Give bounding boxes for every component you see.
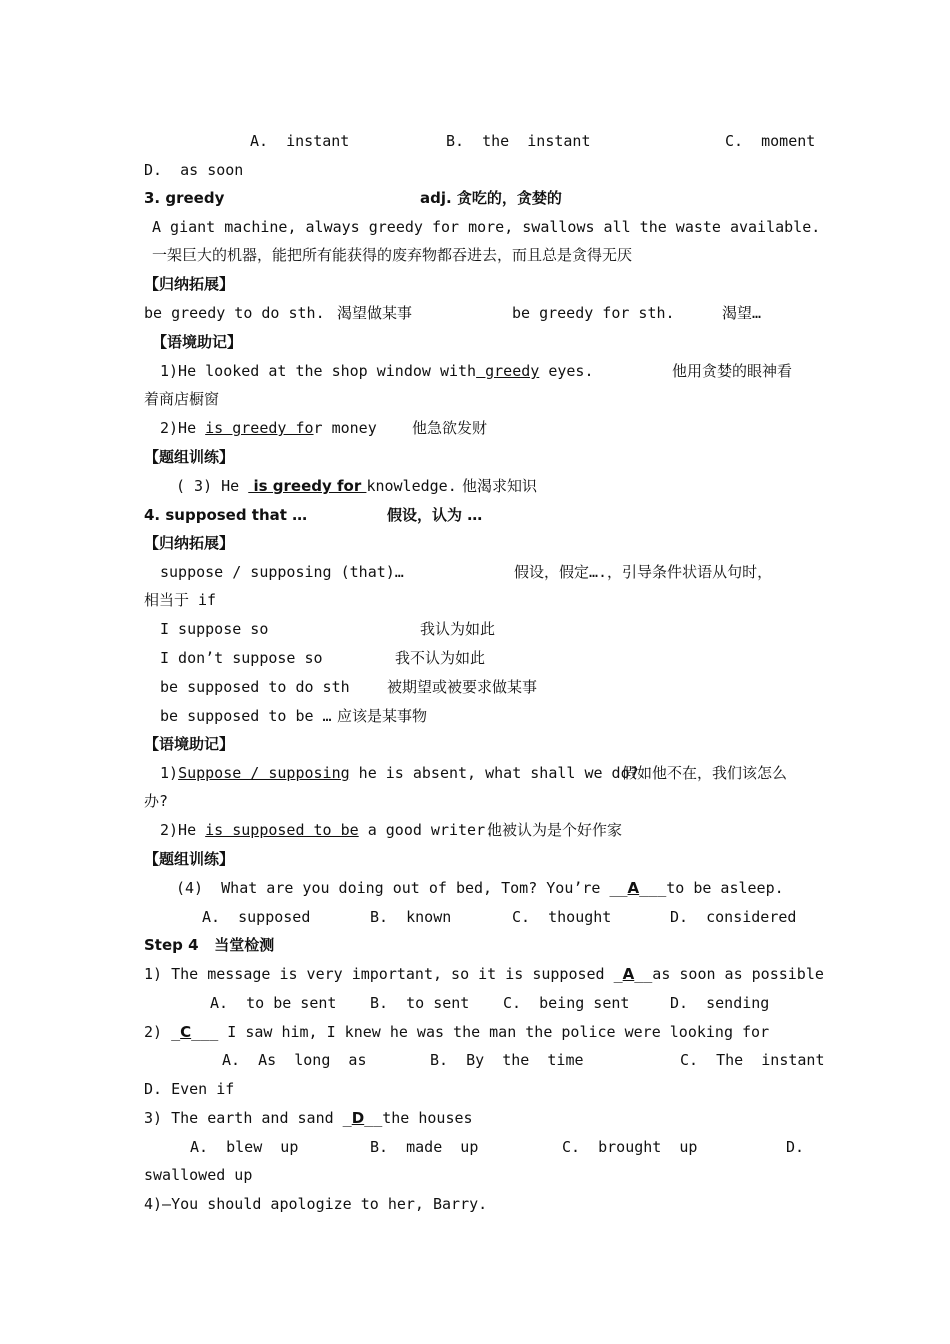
answer-letter: A — [622, 965, 635, 983]
phrase-en: I don’t suppose so — [160, 649, 323, 667]
text: __the houses — [364, 1109, 473, 1127]
heading-drill — [0, 445, 950, 469]
extension-1-cont — [0, 588, 950, 612]
test-question-4 — [0, 1192, 950, 1216]
phrase-cn: 渴望… — [722, 304, 762, 322]
phrase-en: I suppose so — [160, 620, 269, 638]
word-supposed: 4. supposed that … — [144, 506, 308, 524]
sentence-en — [160, 761, 639, 785]
text: r money — [313, 419, 377, 437]
phrase-en: be greedy to do sth. — [144, 304, 325, 322]
sentence-cn: 他渴求知识 — [462, 477, 538, 495]
question-text — [144, 1106, 473, 1130]
test-question-2-options — [0, 1048, 950, 1072]
heading-context-4 — [0, 732, 950, 756]
context-sentence-1-cont — [0, 387, 950, 411]
extension-2 — [0, 617, 950, 641]
phrase-cn: 被期望或被要求做某事 — [387, 678, 538, 696]
answer-fill: is greedy for — [248, 477, 367, 495]
text: ( 3) He — [176, 477, 249, 495]
test-question-1-options — [0, 991, 950, 1015]
context-4-sentence-2 — [0, 818, 950, 842]
text: (4) What are you doing out of bed, Tom? You’re __ — [176, 879, 628, 897]
phrase-cn: 我不认为如此 — [395, 649, 486, 667]
answer-letter: A — [627, 879, 640, 897]
option-c: C. moment — [725, 132, 816, 150]
sentence-cn: 他急欲发财 — [412, 419, 488, 437]
option-a: A. to be sent — [210, 994, 337, 1012]
drill-3 — [0, 474, 950, 498]
phrase-en: be greedy for sth. — [512, 304, 675, 322]
option-c: C. brought up — [562, 1138, 698, 1156]
test-question-1 — [0, 962, 950, 986]
phrase-en: be supposed to be … — [160, 707, 332, 725]
context-sentence-2 — [0, 416, 950, 440]
heading-text: 【题组训练】 — [144, 850, 235, 868]
sentence-cn: 办? — [144, 792, 169, 810]
underlined-phrase: Suppose / supposing — [178, 764, 350, 782]
option-d-text: swallowed up — [144, 1166, 253, 1184]
option-a: A. As long as — [222, 1051, 367, 1069]
option-a: A. supposed — [202, 908, 311, 926]
option-d: D. considered — [670, 908, 797, 926]
heading-text: 【语境助记】 — [144, 735, 235, 753]
sentence-en — [160, 416, 377, 440]
option-a: A. instant — [250, 132, 350, 150]
context-4-sentence-1-cont — [0, 789, 950, 813]
section-3-heading — [0, 186, 950, 210]
text: 2)He — [160, 419, 206, 437]
option-c: C. being sent — [503, 994, 630, 1012]
prev-question-option-d-line — [0, 158, 950, 182]
text: knowledge. — [366, 477, 457, 495]
prev-question-options — [0, 129, 950, 153]
option-b: B. known — [370, 908, 452, 926]
option-d: D. — [786, 1138, 805, 1156]
answer-letter: D — [351, 1109, 365, 1127]
sentence-cn: 他被认为是个好作家 — [487, 821, 623, 839]
question-text — [176, 876, 784, 900]
phrase-cn: 我认为如此 — [420, 620, 496, 638]
example-english — [0, 215, 950, 239]
text: a good writer. — [358, 821, 495, 839]
test-question-3-options — [0, 1135, 950, 1159]
option-c: C. The instant — [680, 1051, 825, 1069]
text: 2) _ — [144, 1023, 181, 1041]
underlined-phrase: is greedy fo — [205, 419, 314, 437]
phrase-en: be supposed to do sth — [160, 678, 350, 696]
sentence-en — [176, 474, 457, 498]
test-question-2-option-d — [0, 1077, 950, 1101]
option-b: B. made up — [370, 1138, 479, 1156]
option-d: D. sending — [670, 994, 770, 1012]
heading-text: 【归纳拓展】 — [144, 275, 235, 293]
underlined-word: greedy — [476, 362, 540, 380]
text: eyes. — [539, 362, 594, 380]
extension-5 — [0, 704, 950, 728]
test-question-3-option-d-cont — [0, 1163, 950, 1187]
phrase-cn: 渴望做某事 — [337, 304, 413, 322]
option-a: A. blew up — [190, 1138, 299, 1156]
text: 3) The earth and sand _ — [144, 1109, 352, 1127]
heading-extension — [0, 272, 950, 296]
heading-text: 【归纳拓展】 — [144, 534, 235, 552]
sentence-en — [160, 359, 593, 383]
text: 2)He — [160, 821, 206, 839]
sentence-cn: 假如他不在，我们该怎么 — [622, 764, 788, 782]
text: ___ I saw him, I knew he was the man the police were looking for — [191, 1023, 770, 1041]
question-text: 4)—You should apologize to her, Barry. — [144, 1195, 488, 1213]
heading-drill-4 — [0, 847, 950, 871]
step-4-heading — [0, 933, 950, 957]
example-sentence: A giant machine, always greedy for more, swallows all the waste available. — [152, 218, 821, 236]
sentence-en — [160, 818, 494, 842]
phrase-cn: 相当于 if — [144, 591, 217, 609]
heading-context — [0, 330, 950, 354]
heading-text: Step 4 当堂检测 — [144, 936, 275, 954]
drill-4 — [0, 876, 950, 900]
text: 1)He looked at the shop window with — [160, 362, 477, 380]
option-b: B. the instant — [446, 132, 591, 150]
option-b: B. to sent — [370, 994, 470, 1012]
option-d: D. Even if — [144, 1080, 235, 1098]
extension-line — [0, 301, 950, 325]
extension-3 — [0, 646, 950, 670]
text: 1) The message is very important, so it is supposed _ — [144, 965, 623, 983]
word-greedy-meaning: adj. 贪吃的，贪婪的 — [420, 189, 562, 207]
word-meaning: 假设，认为 … — [387, 506, 483, 524]
test-question-3 — [0, 1106, 950, 1130]
context-4-sentence-1 — [0, 761, 950, 785]
heading-extension-4 — [0, 531, 950, 555]
option-c: C. thought — [512, 908, 612, 926]
example-chinese — [0, 243, 950, 267]
text: he is absent, what shall we do? — [349, 764, 639, 782]
drill-4-options — [0, 905, 950, 929]
option-b: B. By the time — [430, 1051, 584, 1069]
phrase-cn: 应该是某事物 — [337, 707, 428, 725]
extension-1 — [0, 560, 950, 584]
option-d: D. as soon — [144, 161, 244, 179]
context-sentence-1 — [0, 359, 950, 383]
text: __as soon as possible — [634, 965, 824, 983]
underlined-phrase: is supposed to be — [205, 821, 359, 839]
text: ___to be asleep. — [639, 879, 784, 897]
example-translation: 一架巨大的机器，能把所有能获得的废弃物都吞进去，而且总是贪得无厌 — [152, 246, 633, 264]
heading-text: 【题组训练】 — [144, 448, 235, 466]
answer-letter: C — [180, 1023, 192, 1041]
test-question-2 — [0, 1020, 950, 1044]
sentence-cn: 着商店橱窗 — [144, 390, 220, 408]
word-greedy: 3. greedy — [144, 189, 225, 207]
extension-4 — [0, 675, 950, 699]
heading-text: 【语境助记】 — [152, 333, 243, 351]
section-4-heading — [0, 503, 950, 527]
question-text — [144, 1020, 769, 1044]
question-text — [144, 962, 824, 986]
text: 1) — [160, 764, 179, 782]
phrase-en: suppose / supposing (that)… — [160, 563, 404, 581]
phrase-cn: 假设，假定….，引导条件状语从句时， — [514, 563, 773, 581]
sentence-cn: 他用贪婪的眼神看 — [672, 362, 793, 380]
